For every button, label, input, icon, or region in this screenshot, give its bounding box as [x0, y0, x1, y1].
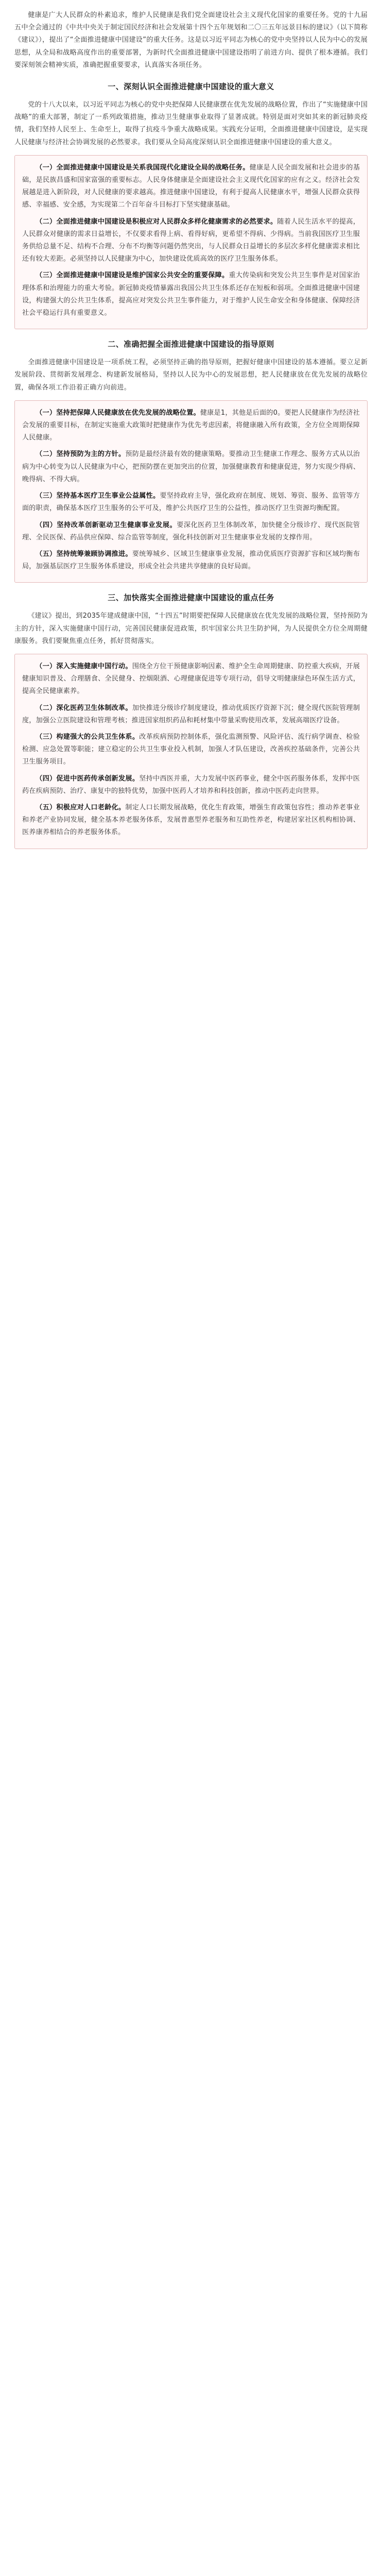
box-paragraph	[22, 269, 360, 319]
box-text: 要坚持政府主导，强化政府在制度、规划、筹资、服务、监管等方面的职责，确保基本医疗卫生服务的公平可及，维护公共医疗卫生的公益性，推动医疗卫生资源均衡配置。	[22, 492, 360, 513]
box-lead: （一）全面推进健康中国建设是关系我国现代化建设全局的战略任务。	[36, 163, 250, 172]
box-text: 要深化医药卫生体制改革，加快健全分级诊疗、现代医院管理、全民医保、药品供应保障、综合监管等制度，强化科技创新对卫生健康事业发展的支撑作用。	[22, 521, 360, 541]
intro	[14, 9, 368, 72]
highlight-box	[14, 400, 368, 583]
box-text: 围绕全方位干预健康影响因素、维护全生命周期健康、防控重大疾病，开展健康知识普及、合理膳食、全民健身、控烟限酒、心理健康促进等专项行动，倡导文明健康绿色环保生活方式，提高全民健康素养。	[22, 662, 360, 696]
section	[14, 81, 368, 329]
section-paragraph: 党的十八大以来，以习近平同志为核心的党中央把保障人民健康摆在优先发展的战略位置，作出了“实施健康中国战略”的重大部署，制定了一系列政策措施，推动卫生健康事业取得了显著成就。特别是面对突如其来的新冠肺炎疫情，我们坚持人民至上、生命至上，取得了抗疫斗争重大战略成果。实践充分证明，全面推进健康中国建设，是实现人民健康与经济社会协调发展的必然要求。我们要从全局高度深刻认识全面推进健康中国建设的重大意义。	[14, 101, 368, 146]
box-lead: （三）全面推进健康中国建设是维护国家公共安全的重要保障。	[36, 272, 229, 280]
section-title: 二、准确把握全面推进健康中国建设的指导原则	[108, 340, 274, 349]
box-lead: （一）坚持把保障人民健康放在优先发展的战略位置。	[36, 409, 200, 417]
article	[0, 0, 382, 869]
box-paragraph	[22, 519, 360, 544]
section-title: 三、加快落实全面推进健康中国建设的重点任务	[108, 593, 274, 603]
intro-paragraph: 健康是广大人民群众的朴素追求，维护人民健康是我们党全面建设社会主义现代化国家的重要任务。党的十九届五中全会通过的《中共中央关于制定国民经济和社会发展第十四个五年规划和二〇三五年远景目标的建议》（以下简称《建议》），提出了“全面推进健康中国建设”的重大任务。这是以习近平同志为核心的党中央坚持以人民为中心的发展思想，从全局和战略高度作出的重要部署，为新时代全面推进健康中国建设指明了前进方向、提供了根本遵循。我们要深刻领会精神实质，准确把握重要要求，认真落实各项任务。	[14, 11, 368, 69]
section	[14, 592, 368, 849]
box-paragraph	[22, 660, 360, 698]
box-lead: （一）深入实施健康中国行动。	[36, 662, 132, 670]
box-text: 加快推进分级诊疗制度建设，推动优质医疗资源下沉；健全现代医院管理制度，加强公立医院建设和管理考核；推进国家组织药品和耗材集中带量采购使用改革，发展高端医疗设备。	[22, 704, 360, 724]
section	[14, 338, 368, 583]
box-lead: （三）构建强大的公共卫生体系。	[36, 733, 140, 741]
box-paragraph	[22, 702, 360, 727]
box-text: 随着人民生活水平的提高，人民群众对健康的需求日益增长，不仅要求看得上病、看得好病，更希望不得病、少得病。当前我国医疗卫生服务供给总量不足、结构不合理、分布不均衡等问题仍然突出，与人民群众日益增长的多层次多样化健康需求相比还有较大差距。必须坚持以人民健康为中心，加快建设优质高效的医疗卫生服务体系。	[22, 217, 360, 263]
box-lead: （三）坚持基本医疗卫生事业公益属性。	[36, 492, 160, 500]
box-paragraph	[22, 773, 360, 798]
box-paragraph	[22, 448, 360, 486]
box-text: 改革疾病预防控制体系，强化监测预警、风险评估、流行病学调查、检验检测、应急处置等职能；建立稳定的公共卫生事业投入机制，加强人才队伍建设，改善疾控基础条件，完善公共卫生服务项目。	[22, 733, 360, 766]
sections	[14, 81, 368, 849]
box-lead: （二）深化医药卫生体制改革。	[36, 704, 132, 712]
highlight-box	[14, 654, 368, 849]
box-text: 健康是人民全面发展和社会进步的基础，是民族昌盛和国家富强的重要标志。人民身体健康是全面建设社会主义现代化国家的应有之义。经济社会发展越是进入新阶段，对人民健康的要求越高。推进健康中国建设，有利于提高人民健康水平，增强人民群众获得感、幸福感、安全感，为实现第二个百年奋斗目标打下坚实健康基础。	[22, 163, 360, 209]
box-lead: （二）全面推进健康中国建设是积极应对人民群众多样化健康需求的必然要求。	[36, 217, 277, 226]
section-title: 一、深刻认识全面推进健康中国建设的重大意义	[108, 82, 274, 92]
box-text: 制定人口长期发展战略，优化生育政策，增强生育政策包容性；推动养老事业和养老产业协同发展，健全基本养老服务体系，发展普惠型养老服务和互助性养老，构建居家社区机构相协调、医养康养相结合的养老服务体系。	[22, 803, 360, 837]
box-text: 健康是1，其他是后面的0。要把人民健康作为经济社会发展的重要目标，在制定实施重大政策时把健康作为优先考虑因素，将健康融入所有政策，全方位全周期保障人民健康。	[22, 409, 360, 442]
box-paragraph	[22, 490, 360, 515]
box-text: 要统筹城乡、区域卫生健康事业发展，推动优质医疗资源扩容和区域均衡布局，加强基层医疗卫生服务体系建设，形成全社会共建共享健康的良好局面。	[22, 550, 360, 571]
box-text: 重大传染病和突发公共卫生事件是对国家治理体系和治理能力的重大考验。新冠肺炎疫情暴露出我国公共卫生体系还存在短板和弱项。全面推进健康中国建设，构建强大的公共卫生体系，提高应对突发公共卫生事件能力，对于维护人民生命安全和身体健康、保障经济社会平稳运行具有重要意义。	[22, 272, 360, 317]
box-paragraph	[22, 802, 360, 839]
box-paragraph	[22, 162, 360, 212]
box-lead: （二）坚持预防为主的方针。	[36, 450, 126, 459]
box-lead: （四）促进中医药传承创新发展。	[36, 774, 140, 783]
box-text: 预防是最经济最有效的健康策略。要推动卫生健康工作理念、服务方式从以治病为中心转变为以人民健康为中心，把预防摆在更加突出的位置，加强健康教育和健康促进，努力实现少得病、晚得病、不得大病。	[22, 450, 360, 483]
box-lead: （五）坚持统筹兼顾协调推进。	[36, 550, 132, 558]
box-paragraph	[22, 548, 360, 573]
section-paragraph: 全面推进健康中国建设是一项系统工程，必须坚持正确的指导原则，把握好健康中国建设的基本遵循。要立足新发展阶段、贯彻新发展理念、构建新发展格局，坚持以人民为中心的发展思想，把人民健康放在优先发展的战略位置，确保各项工作沿着正确方向前进。	[14, 359, 368, 392]
box-lead: （四）坚持改革创新驱动卫生健康事业发展。	[36, 521, 177, 529]
box-paragraph	[22, 731, 360, 769]
box-paragraph	[22, 216, 360, 266]
box-lead: （五）积极应对人口老龄化。	[36, 803, 126, 811]
section-paragraph: 《建议》提出，到2035年建成健康中国，“十四五”时期要把保障人民健康放在优先发展的战略位置，坚持预防为主的方针，深入实施健康中国行动，完善国民健康促进政策，织牢国家公共卫生防护网，为人民提供全方位全周期健康服务。我们要聚焦重点任务，抓好贯彻落实。	[14, 612, 368, 645]
highlight-box	[14, 155, 368, 329]
box-paragraph	[22, 407, 360, 445]
box-text: 坚持中西医并重，大力发展中医药事业，健全中医药服务体系，发挥中医药在疾病预防、治疗、康复中的独特优势，加强中医药人才培养和科技创新，推动中医药走向世界。	[22, 774, 360, 795]
